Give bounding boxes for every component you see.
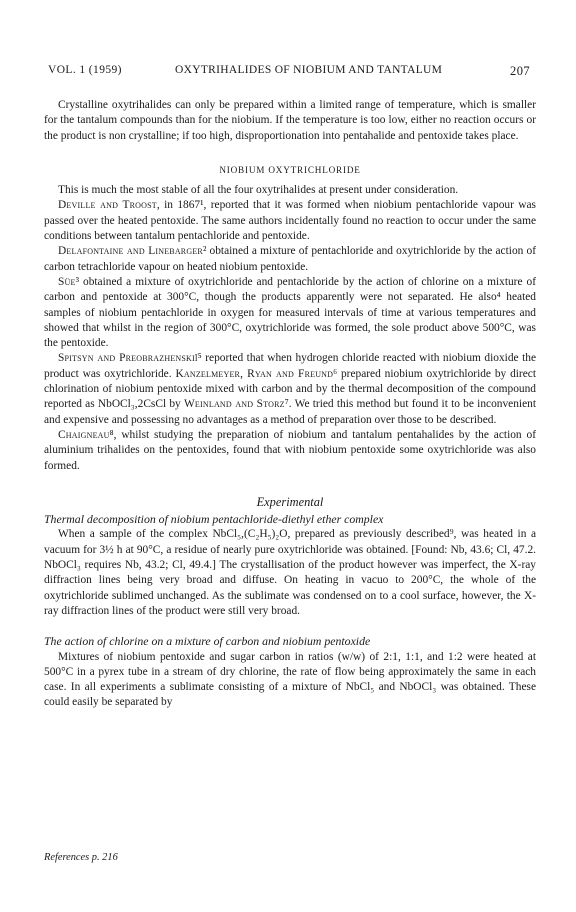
paragraph-text: ² obtained a mixture of pentachloride and oxytrichloride by the action of carbon tetrachloride vapour on heated niobium pentoxide.: [44, 245, 536, 273]
references-note: References p. 216: [44, 852, 118, 863]
page-number: 207: [510, 64, 530, 78]
experimental-heading: Experimental: [256, 494, 324, 509]
article-body: [44, 98, 536, 711]
author-names: Weinland and Storz: [183, 398, 285, 411]
paragraph-text: , in 1867¹, reported that it was formed when niobium pentachloride vapour was passed over the heated pentoxide. The same authors incidentally found no reaction to occur under the same conditions between tantalum pentachloride and pentoxide.: [44, 199, 536, 243]
author-names: Chaigneau: [58, 428, 110, 441]
volume-label: VOL. 1 (1959): [48, 64, 122, 76]
author-names: Süe: [58, 275, 76, 288]
author-names: Spitsyn and Preobrazhenskiĭ: [58, 352, 198, 365]
paragraph-text: ⁶ prepared niobium oxytrichloride by direct chlorination of niobium pentoxide mixed with carbon and by the thermal decomposition of the compound reported as NbOCl₃,2CsCl by: [44, 367, 537, 411]
intro-paragraph: Crystalline oxytrihalides can only be prepared within a limited range of temperature, which is smaller for the tantalum compounds than for the niobium. If the temperature is too low, either no reaction occurs or the product is non crystalline; if too high, disproportionation into pentahalide and pentoxide takes place.: [44, 99, 536, 142]
author-names: Kanzelmeyer, Ryan and Freund: [175, 367, 334, 380]
paragraph-text: ⁵ reported that when hydrogen chloride reacted with niobium dioxide the product was oxytrichloride.: [44, 352, 536, 380]
paragraph-4: [44, 275, 536, 351]
author-names: Delafontaine and Linebarger: [58, 245, 203, 258]
subsection-heading-2: The action of chlorine on a mixture of carbon and niobium pentoxide: [44, 634, 371, 649]
paragraph-1: This is much the most stable of all the four oxytrihalides at present under consideration.: [58, 184, 459, 197]
paragraph-6: [44, 428, 536, 474]
running-header: [44, 64, 536, 86]
paragraph-text: ⁸, whilst studying the preparation of niobium and tantalum pentahalides by the action of aluminium trihalides on the pentoxides, found that with niobium pentoxide some oxytrichloride was also formed.: [44, 428, 536, 472]
paragraph-2: [44, 198, 536, 244]
paragraph-7: When a sample of the complex NbCl₅,(C₂H₅)₂O, prepared as previously described⁹, was heated in a vacuum for 3½ h at 90°C, a residue of nearly pure oxytrichloride was obtained. [Found: Nb, 43.6; Cl, 47.2. NbOCl₃ requires Nb, 43.2; Cl, 49.4.] The crystallisation of the product however was imperfect, the X-ray diffraction lines being very broad and diffuse. On heating in vacuo to 200°C, the whole of the oxytrichloride sublimed unchanged. As the sublimate was condensed on to a cool surface, however, the X-ray diffraction lines of the product were still very broad.: [44, 528, 536, 617]
paragraph-3: [44, 244, 536, 275]
author-names: Deville and Troost: [58, 199, 157, 212]
running-title: OXYTRIHALIDES OF NIOBIUM AND TANTALUM: [175, 64, 443, 76]
paragraph-8: Mixtures of niobium pentoxide and sugar carbon in ratios (w/w) of 2:1, 1:1, and 1:2 were heated at 500°C in a pyrex tube in a stream of dry chlorine, the rate of flow being approximately the same in each case. In all experiments a sublimate consisting of a mixture of NbCl₅ and NbOCl₃ was obtained. These could easily be separated by: [44, 650, 536, 709]
paragraph-5: [44, 351, 536, 427]
section-heading: NIOBIUM OXYTRICHLORIDE: [219, 164, 361, 175]
paragraph-text: ³ obtained a mixture of oxytrichloride and pentachloride by the action of chlorine on a mixture of carbon and pentoxide at 300°C, though the products apparently were not separated. He also⁴ heated samples of niobium pentachloride in oxygen for measured intervals of time at various temperatures and showed that whilst in the region of 300°C, oxytrichloride was formed, the sole product above 500°C, was the pentoxide.: [44, 275, 536, 350]
subsection-heading-1: Thermal decomposition of niobium pentachloride-diethyl ether complex: [44, 512, 384, 527]
paragraph-text: ⁷. We tried this method but found it to be inconvenient and expensive and possessing no advantages as a method of preparation over those to be described.: [44, 398, 536, 426]
